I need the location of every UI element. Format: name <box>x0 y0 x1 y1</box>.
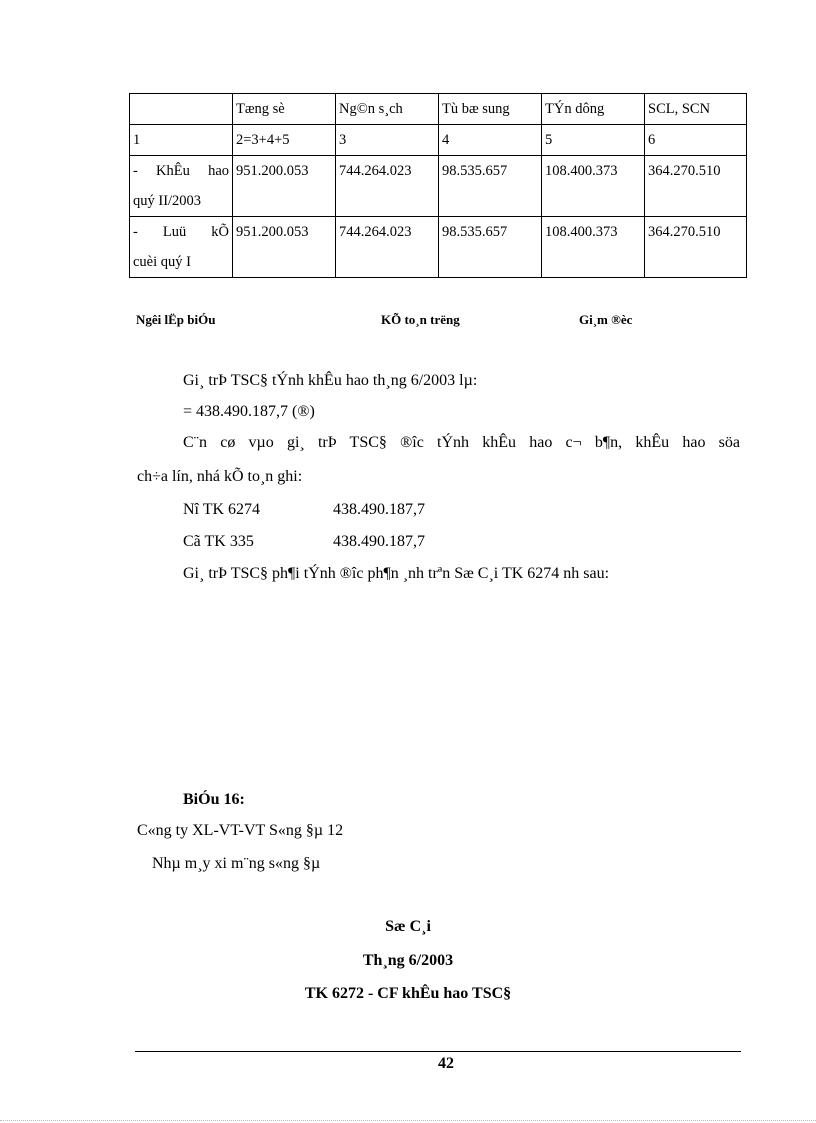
header-cell: Tù bæ sung <box>439 94 542 125</box>
table-row <box>130 156 747 217</box>
numbering-cell: 5 <box>542 125 645 156</box>
table-cell: 98.535.657 <box>439 156 542 217</box>
body-line-value-intro: Gi¸ trÞ TSC§ tÝnh khÊu hao th¸ng 6/2003 lµ: <box>183 372 478 389</box>
row-label-line2: quý II/2003 <box>133 193 202 209</box>
body-line-value: = 438.490.187,7 (®) <box>183 403 315 420</box>
ledger-month: Th¸ng 6/2003 <box>362 952 454 969</box>
header-cell: Ng©n s¸ch <box>336 94 439 125</box>
table-cell: 108.400.373 <box>542 217 645 278</box>
debit-amount: 438.490.187,7 <box>333 501 425 518</box>
table-cell: 951.200.053 <box>233 156 336 217</box>
credit-label: Cã TK 335 <box>183 533 254 550</box>
header-cell: Tæng sè <box>233 94 336 125</box>
numbering-cell: 3 <box>336 125 439 156</box>
ledger-title: Sæ C¸i <box>385 918 431 935</box>
row-label-line1: - Luü kÕ <box>133 224 229 240</box>
header-cell: TÝn dông <box>542 94 645 125</box>
table-cell: 364.270.510 <box>645 217 747 278</box>
credit-amount: 438.490.187,7 <box>333 533 425 550</box>
footer-divider <box>135 1051 741 1052</box>
page-number: 42 <box>438 1055 454 1072</box>
signature-chief-accountant: KÕ to¸n trëng <box>381 312 460 327</box>
plant-name: Nhµ m¸y xi m¨ng s«ng §µ <box>152 855 321 872</box>
numbering-cell: 2=3+4+5 <box>233 125 336 156</box>
row-label-line2: cuèi quý I <box>133 254 191 270</box>
table-cell: 364.270.510 <box>645 156 747 217</box>
numbering-cell: 1 <box>130 125 233 156</box>
ledger-account: TK 6272 - CF khÊu hao TSC§ <box>304 985 512 1002</box>
row-label <box>130 156 233 217</box>
page-edge <box>0 1120 816 1121</box>
signature-preparer: Ngêi lËp biÓu <box>136 312 216 327</box>
debit-label: Nî TK 6274 <box>183 501 261 518</box>
table-header-row <box>130 94 747 125</box>
depreciation-table <box>129 93 747 278</box>
table-cell: 108.400.373 <box>542 156 645 217</box>
body-line-basis-cont: ch÷a lín, nhá kÕ to¸n ghi: <box>137 468 303 485</box>
table-numbering-row <box>130 125 747 156</box>
signature-director: Gi¸m ®èc <box>579 312 633 327</box>
company-name: C«ng ty XL-VT-VT S«ng §µ 12 <box>137 822 344 839</box>
row-label-line1: - KhÊu hao <box>133 163 229 179</box>
header-cell <box>130 94 233 125</box>
table-row <box>130 217 747 278</box>
row-label <box>130 217 233 278</box>
header-cell: SCL, SCN <box>645 94 747 125</box>
table-cell: 98.535.657 <box>439 217 542 278</box>
body-line-basis: C¨n cø vµo gi¸ trÞ TSC§ ®îc tÝnh khÊu hao c¬ b¶n, khÊu hao söa <box>183 434 740 451</box>
table-cell: 744.264.023 <box>336 217 439 278</box>
table-cell: 951.200.053 <box>233 217 336 278</box>
exhibit-title: BiÓu 16: <box>183 791 245 808</box>
body-line-ledger-intro: Gi¸ trÞ TSC§ ph¶i tÝnh ®îc ph¶n ¸nh trªn Sæ C¸i TK 6274 nh sau: <box>183 565 610 582</box>
numbering-cell: 4 <box>439 125 542 156</box>
table-cell: 744.264.023 <box>336 156 439 217</box>
numbering-cell: 6 <box>645 125 747 156</box>
